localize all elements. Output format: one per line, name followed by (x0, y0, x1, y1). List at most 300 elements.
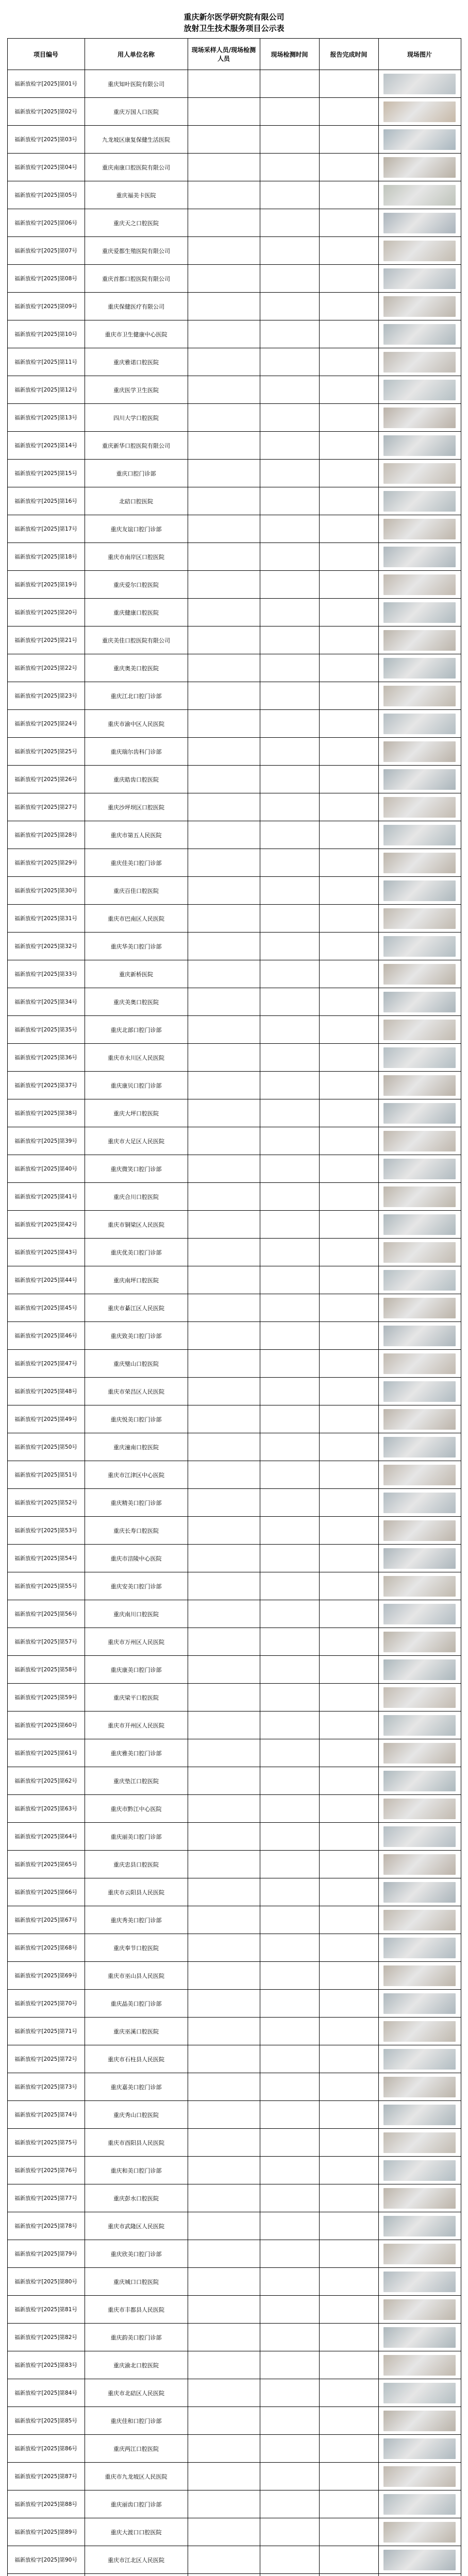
report-date (319, 2324, 378, 2351)
project-number: 福新放检字[2025]第85号 (7, 2407, 85, 2435)
site-photo-cell (378, 1572, 461, 1600)
report-date (319, 2018, 378, 2045)
report-date (319, 2574, 378, 2576)
site-photo-cell (378, 2240, 461, 2268)
personnel (188, 1433, 260, 1461)
project-number: 福新放检字[2025]第09号 (7, 293, 85, 320)
personnel (188, 515, 260, 543)
test-date (260, 2296, 319, 2324)
site-photo-cell (378, 933, 461, 960)
report-date (319, 1378, 378, 1405)
header-test-date: 现场检测时间 (260, 39, 319, 70)
company-name: 四川大学口腔医院 (85, 404, 188, 432)
site-photo[interactable] (383, 1242, 456, 1263)
test-date (260, 1072, 319, 1099)
test-date (260, 265, 319, 293)
report-date (319, 1739, 378, 1767)
table-row (7, 1739, 461, 1767)
site-photo[interactable] (383, 1326, 456, 1346)
test-date (260, 376, 319, 404)
test-date (260, 1823, 319, 1851)
site-photo[interactable] (383, 1214, 456, 1235)
report-date (319, 2463, 378, 2490)
site-photo-cell (378, 1127, 461, 1155)
site-photo[interactable] (383, 2466, 456, 2487)
site-photo-cell (378, 1155, 461, 1183)
company-name: 重庆保健医疗有限公司 (85, 293, 188, 320)
site-photo[interactable] (383, 1826, 456, 1847)
report-date (319, 1711, 378, 1739)
site-photo[interactable] (383, 2411, 456, 2431)
site-photo[interactable] (383, 380, 456, 400)
report-date (319, 1322, 378, 1350)
project-number: 福新放检字[2025]第01号 (7, 70, 85, 98)
company-name: 重庆城口口腔医院 (85, 2268, 188, 2296)
site-photo[interactable] (383, 74, 456, 94)
table-row (7, 348, 461, 376)
personnel (188, 1878, 260, 1906)
project-number: 福新放检字[2025]第19号 (7, 571, 85, 599)
company-name: 重庆爱尔口腔医院 (85, 571, 188, 599)
site-photo[interactable] (383, 2522, 456, 2543)
site-photo[interactable] (383, 1771, 456, 1791)
test-date (260, 2518, 319, 2546)
company-name: 重庆市卫生健康中心医院 (85, 320, 188, 348)
site-photo-cell (378, 1851, 461, 1878)
site-photo[interactable] (383, 1548, 456, 1569)
site-photo[interactable] (383, 686, 456, 706)
site-photo[interactable] (383, 2077, 456, 2097)
site-photo-cell (378, 2574, 461, 2576)
personnel (188, 1517, 260, 1545)
site-photo-cell (378, 404, 461, 432)
personnel (188, 2324, 260, 2351)
project-number: 福新放检字[2025]第73号 (7, 2073, 85, 2101)
site-photo[interactable] (383, 1103, 456, 1124)
report-date (319, 2101, 378, 2129)
report-date (319, 2407, 378, 2435)
report-date (319, 348, 378, 376)
project-number: 福新放检字[2025]第65号 (7, 1851, 85, 1878)
report-date (319, 2184, 378, 2212)
test-date (260, 1099, 319, 1127)
project-number: 福新放检字[2025]第29号 (7, 849, 85, 877)
table-row (7, 1851, 461, 1878)
personnel (188, 1155, 260, 1183)
site-photo[interactable] (383, 2299, 456, 2320)
site-photo[interactable] (383, 2355, 456, 2376)
site-photo[interactable] (383, 1131, 456, 1151)
site-photo[interactable] (383, 1270, 456, 1291)
project-number: 福新放检字[2025]第64号 (7, 1823, 85, 1851)
report-date (319, 265, 378, 293)
site-photo-cell (378, 1294, 461, 1322)
personnel (188, 2546, 260, 2574)
report-date (319, 1656, 378, 1684)
test-date (260, 1962, 319, 1990)
site-photo-cell (378, 1099, 461, 1127)
project-number: 福新放检字[2025]第52号 (7, 1489, 85, 1517)
site-photo[interactable] (383, 1632, 456, 1652)
report-date (319, 1183, 378, 1211)
report-date (319, 154, 378, 181)
test-date (260, 320, 319, 348)
project-number: 福新放检字[2025]第81号 (7, 2296, 85, 2324)
personnel (188, 265, 260, 293)
project-number: 福新放检字[2025]第31号 (7, 905, 85, 933)
test-date (260, 404, 319, 432)
site-photo[interactable] (383, 769, 456, 790)
table-row (7, 1628, 461, 1656)
site-photo-cell (378, 1767, 461, 1795)
table-row (7, 2574, 461, 2576)
company-name: 重庆市巫山县人民医院 (85, 1962, 188, 1990)
site-photo[interactable] (383, 2049, 456, 2070)
company-name: 重庆佳和口腔门诊部 (85, 2407, 188, 2435)
test-date (260, 209, 319, 237)
company-name: 重庆市大足区人民医院 (85, 1127, 188, 1155)
site-photo[interactable] (383, 574, 456, 595)
project-number (7, 2574, 85, 2576)
company-name: 重庆雅诺口腔医院 (85, 348, 188, 376)
site-photo[interactable] (383, 1604, 456, 1624)
test-date (260, 1044, 319, 1072)
site-photo[interactable] (383, 213, 456, 233)
report-date (319, 1906, 378, 1934)
site-photo-cell (378, 1489, 461, 1517)
site-photo[interactable] (383, 463, 456, 484)
site-photo[interactable] (383, 1520, 456, 1541)
project-number: 福新放检字[2025]第38号 (7, 1099, 85, 1127)
site-photo[interactable] (383, 157, 456, 178)
site-photo-cell (378, 1934, 461, 1962)
site-photo[interactable] (383, 1576, 456, 1597)
site-photo-cell (378, 1684, 461, 1711)
site-photo[interactable] (383, 630, 456, 651)
company-name: 重庆江北口腔门诊部 (85, 682, 188, 710)
site-photo[interactable] (383, 1882, 456, 1903)
site-photo[interactable] (383, 1799, 456, 1819)
site-photo[interactable] (383, 1409, 456, 1430)
report-date (319, 1350, 378, 1378)
site-photo-cell (378, 2018, 461, 2045)
table-row (7, 376, 461, 404)
report-date (319, 1684, 378, 1711)
report-date (319, 1517, 378, 1545)
project-number: 福新放检字[2025]第77号 (7, 2184, 85, 2212)
site-photo[interactable] (383, 2105, 456, 2125)
test-date (260, 1656, 319, 1684)
test-date (260, 849, 319, 877)
site-photo[interactable] (383, 491, 456, 512)
site-photo[interactable] (383, 1075, 456, 1096)
test-date (260, 2463, 319, 2490)
site-photo[interactable] (383, 2021, 456, 2042)
site-photo[interactable] (383, 2272, 456, 2292)
site-photo[interactable] (383, 129, 456, 150)
test-date (260, 1906, 319, 1934)
site-photo-cell (378, 1211, 461, 1239)
company-name: 重庆韵美口腔门诊部 (85, 2324, 188, 2351)
report-date (319, 1990, 378, 2018)
site-photo[interactable] (383, 1298, 456, 1318)
table-row (7, 2435, 461, 2463)
site-photo[interactable] (383, 1159, 456, 1179)
table-row (7, 2212, 461, 2240)
site-photo[interactable] (383, 908, 456, 929)
site-photo[interactable] (383, 1020, 456, 1040)
site-photo[interactable] (383, 1353, 456, 1374)
site-photo[interactable] (383, 1910, 456, 1930)
test-date (260, 793, 319, 821)
personnel (188, 682, 260, 710)
company-name: 重庆福美卡医院 (85, 181, 188, 209)
site-photo[interactable] (383, 2188, 456, 2209)
company-name: 重庆沙坪坝区口腔医院 (85, 793, 188, 821)
site-photo[interactable] (383, 408, 456, 428)
personnel (188, 571, 260, 599)
project-number: 福新放检字[2025]第63号 (7, 1795, 85, 1823)
site-photo[interactable] (383, 241, 456, 261)
site-photo[interactable] (383, 268, 456, 289)
project-number: 福新放检字[2025]第82号 (7, 2324, 85, 2351)
site-photo-cell (378, 265, 461, 293)
site-photo[interactable] (383, 1047, 456, 1068)
report-date (319, 1934, 378, 1962)
personnel (188, 2574, 260, 2576)
personnel (188, 599, 260, 626)
report-date (319, 599, 378, 626)
site-photo-cell (378, 1405, 461, 1433)
company-name: 重庆美奥口腔医院 (85, 988, 188, 1016)
site-photo[interactable] (383, 964, 456, 985)
site-photo[interactable] (383, 797, 456, 818)
site-photo[interactable] (383, 602, 456, 623)
site-photo[interactable] (383, 1381, 456, 1402)
test-date (260, 348, 319, 376)
report-date (319, 877, 378, 905)
test-date (260, 1545, 319, 1572)
site-photo[interactable] (383, 2550, 456, 2570)
company-name: 重庆垫江口腔医院 (85, 1767, 188, 1795)
site-photo[interactable] (383, 2216, 456, 2236)
personnel (188, 738, 260, 766)
site-photo[interactable] (383, 714, 456, 734)
site-photo[interactable] (383, 324, 456, 345)
site-photo[interactable] (383, 2244, 456, 2264)
personnel (188, 2435, 260, 2463)
personnel (188, 1851, 260, 1878)
project-number: 福新放检字[2025]第32号 (7, 933, 85, 960)
header-personnel: 现场采样人员/现场检测人员 (188, 39, 260, 70)
site-photo[interactable] (383, 1938, 456, 1958)
test-date (260, 515, 319, 543)
site-photo-cell (378, 960, 461, 988)
table-row (7, 2463, 461, 2490)
personnel (188, 1628, 260, 1656)
site-photo[interactable] (383, 2438, 456, 2459)
site-photo-cell (378, 1711, 461, 1739)
report-date (319, 626, 378, 654)
report-date (319, 2129, 378, 2157)
site-photo[interactable] (383, 825, 456, 845)
test-date (260, 237, 319, 265)
test-date (260, 1433, 319, 1461)
report-date (319, 1545, 378, 1572)
report-date (319, 1878, 378, 1906)
site-photo[interactable] (383, 1465, 456, 1485)
site-photo[interactable] (383, 1993, 456, 2014)
report-date (319, 1572, 378, 1600)
personnel (188, 1016, 260, 1044)
site-photo[interactable] (383, 1743, 456, 1764)
company-name: 重庆市南岸区口腔医院 (85, 543, 188, 571)
project-number: 福新放检字[2025]第30号 (7, 877, 85, 905)
site-photo[interactable] (383, 1437, 456, 1458)
table-row (7, 1878, 461, 1906)
site-photo[interactable] (383, 1659, 456, 1680)
test-date (260, 766, 319, 793)
site-photo[interactable] (383, 2327, 456, 2348)
site-photo[interactable] (383, 185, 456, 206)
company-name: 重庆丽齿口腔门诊部 (85, 2490, 188, 2518)
site-photo[interactable] (383, 2383, 456, 2403)
project-number: 福新放检字[2025]第57号 (7, 1628, 85, 1656)
test-date (260, 1572, 319, 1600)
site-photo[interactable] (383, 1715, 456, 1736)
personnel (188, 181, 260, 209)
personnel (188, 654, 260, 682)
company-name: 重庆康美口腔门诊部 (85, 1656, 188, 1684)
site-photo[interactable] (383, 519, 456, 539)
test-date (260, 2073, 319, 2101)
table-row (7, 1545, 461, 1572)
site-photo[interactable] (383, 1965, 456, 1986)
company-name: 重庆市巴南区人民医院 (85, 905, 188, 933)
site-photo-cell (378, 1990, 461, 2018)
company-name: 重庆市云阳县人民医院 (85, 1878, 188, 1906)
report-date (319, 209, 378, 237)
personnel (188, 1294, 260, 1322)
project-number: 福新放检字[2025]第42号 (7, 1211, 85, 1239)
personnel (188, 2101, 260, 2129)
test-date (260, 654, 319, 682)
test-date (260, 2045, 319, 2073)
site-photo[interactable] (383, 658, 456, 679)
table-row (7, 571, 461, 599)
site-photo[interactable] (383, 2494, 456, 2515)
test-date (260, 682, 319, 710)
site-photo[interactable] (383, 741, 456, 762)
company-name: 重庆美佳口腔医院有限公司 (85, 626, 188, 654)
site-photo[interactable] (383, 435, 456, 456)
site-photo-cell (378, 2351, 461, 2379)
site-photo[interactable] (383, 936, 456, 957)
project-number: 福新放检字[2025]第59号 (7, 1684, 85, 1711)
site-photo-cell (378, 1044, 461, 1072)
company-name: 重庆市第五人民医院 (85, 821, 188, 849)
site-photo-cell (378, 682, 461, 710)
site-photo[interactable] (383, 2132, 456, 2153)
table-header-row (7, 39, 461, 70)
report-date (319, 2157, 378, 2184)
company-name: 重庆彭水口腔医院 (85, 2184, 188, 2212)
company-name: 重庆优美口腔门诊部 (85, 1239, 188, 1266)
test-date (260, 2435, 319, 2463)
site-photo-cell (378, 1600, 461, 1628)
project-number: 福新放检字[2025]第88号 (7, 2490, 85, 2518)
report-date (319, 237, 378, 265)
company-name: 重庆市酉阳县人民医院 (85, 2129, 188, 2157)
project-number: 福新放检字[2025]第66号 (7, 1878, 85, 1906)
personnel (188, 1906, 260, 1934)
site-photo[interactable] (383, 352, 456, 372)
site-photo[interactable] (383, 853, 456, 873)
test-date (260, 1239, 319, 1266)
test-date (260, 293, 319, 320)
site-photo[interactable] (383, 2160, 456, 2181)
report-date (319, 293, 378, 320)
site-photo[interactable] (383, 1854, 456, 1875)
site-photo-cell (378, 2212, 461, 2240)
table-row (7, 2073, 461, 2101)
project-number: 福新放检字[2025]第83号 (7, 2351, 85, 2379)
report-date (319, 849, 378, 877)
table-row (7, 265, 461, 293)
site-photo[interactable] (383, 1493, 456, 1513)
company-name: 重庆长寿口腔医院 (85, 1517, 188, 1545)
company-name: 重庆知叶医院有限公司 (85, 70, 188, 98)
table-row (7, 404, 461, 432)
table-row (7, 1211, 461, 1239)
project-number: 福新放检字[2025]第11号 (7, 348, 85, 376)
site-photo[interactable] (383, 296, 456, 317)
table-row (7, 2045, 461, 2073)
site-photo-cell (378, 2546, 461, 2574)
test-date (260, 1990, 319, 2018)
site-photo-cell (378, 154, 461, 181)
company-name: 重庆市石柱县人民医院 (85, 2045, 188, 2073)
table-row (7, 738, 461, 766)
personnel (188, 2129, 260, 2157)
site-photo[interactable] (383, 547, 456, 567)
test-date (260, 460, 319, 487)
table-row (7, 1572, 461, 1600)
company-name: 重庆合川口腔医院 (85, 1183, 188, 1211)
site-photo[interactable] (383, 101, 456, 122)
report-date (319, 1239, 378, 1266)
site-photo[interactable] (383, 1687, 456, 1708)
site-photo-cell (378, 1656, 461, 1684)
report-date (319, 1294, 378, 1322)
report-date (319, 320, 378, 348)
header-company-name: 用人单位名称 (85, 39, 188, 70)
company-name: 北碚口腔医院 (85, 487, 188, 515)
site-photo[interactable] (383, 880, 456, 901)
table-row (7, 960, 461, 988)
personnel (188, 2184, 260, 2212)
site-photo[interactable] (383, 1187, 456, 1207)
personnel (188, 710, 260, 738)
table-row (7, 237, 461, 265)
report-date (319, 2490, 378, 2518)
site-photo[interactable] (383, 992, 456, 1012)
company-name (85, 2574, 188, 2576)
project-number: 福新放检字[2025]第48号 (7, 1378, 85, 1405)
site-photo-cell (378, 2463, 461, 2490)
personnel (188, 1211, 260, 1239)
company-name: 重庆市江津区中心医院 (85, 1461, 188, 1489)
